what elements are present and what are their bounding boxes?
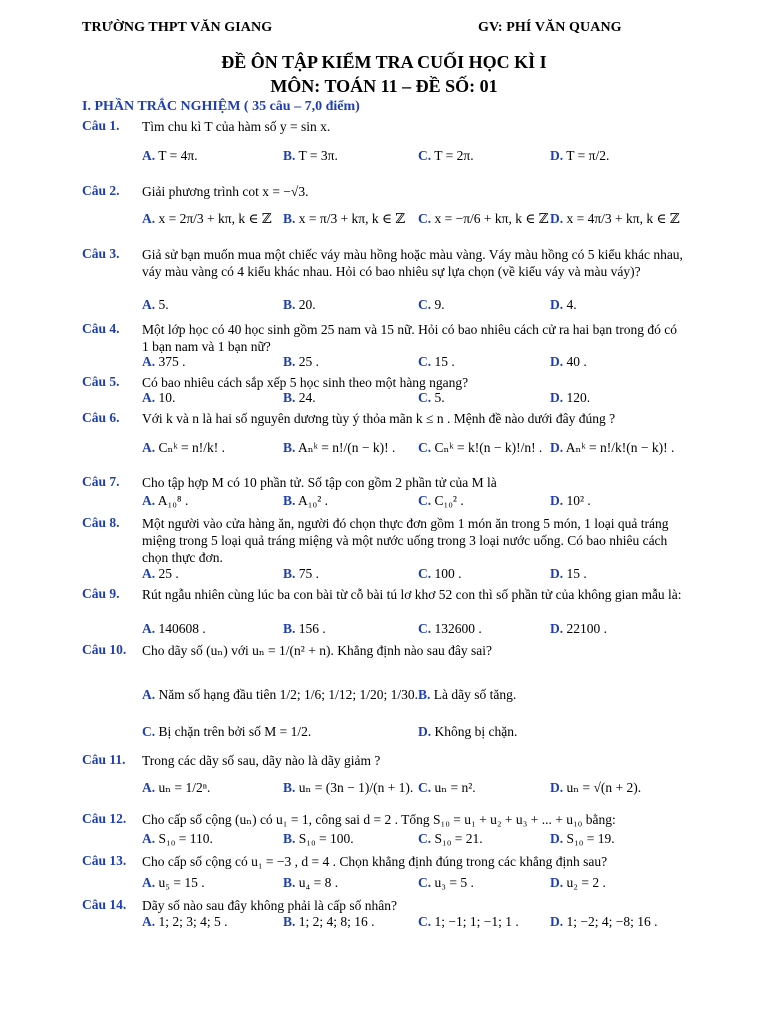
option-letter: B.	[283, 390, 296, 405]
question-label: Câu 4.	[82, 321, 120, 336]
option-letter: B.	[283, 914, 296, 929]
option-text: 20.	[298, 297, 316, 312]
option-text: x = 4π/3 + kπ, k ∈ ℤ	[566, 211, 680, 226]
question-text: Cho cấp số cộng có u₁ = −3 , d = 4 . Chọn khẳng định đúng trong các khẳng định sau?	[142, 854, 608, 869]
option-letter: B.	[283, 621, 296, 636]
option-c[interactable]	[418, 875, 474, 891]
question-label: Câu 2.	[82, 183, 120, 198]
option-b[interactable]	[283, 831, 354, 847]
option-letter: B.	[283, 831, 296, 846]
option-text: S₁₀ = 110.	[158, 831, 213, 846]
option-letter: B.	[283, 780, 296, 795]
option-letter: C.	[418, 621, 432, 636]
option-d[interactable]	[550, 297, 577, 313]
option-text: 25 .	[158, 566, 179, 581]
option-text: u₄ = 8 .	[298, 875, 339, 890]
option-text: x = 2π/3 + kπ, k ∈ ℤ	[158, 211, 272, 226]
option-b[interactable]	[283, 148, 338, 164]
question-text: Với k và n là hai số nguyên dương tùy ý thỏa mãn k ≤ n . Mệnh đề nào dưới đây đúng ?	[142, 411, 616, 426]
option-text: 156 .	[298, 621, 326, 636]
question-text: Giải phương trình cot x = −√3.	[142, 184, 309, 199]
exam-subtitle: MÔN: TOÁN 11 – ĐỀ SỐ: 01	[270, 76, 498, 96]
option-text: Năm số hạng đầu tiên 1/2; 1/6; 1/12; 1/20; 1/30.	[158, 687, 418, 702]
option-d[interactable]	[550, 621, 607, 637]
option-text: S₁₀ = 21.	[434, 831, 483, 846]
option-d[interactable]	[550, 148, 609, 164]
option-letter: D.	[550, 297, 564, 312]
question-label: Câu 9.	[82, 586, 120, 601]
option-letter: C.	[418, 297, 432, 312]
option-text: T = 4π.	[158, 148, 198, 163]
option-d[interactable]	[550, 914, 657, 930]
option-text: Cₙᵏ = n!/k! .	[158, 440, 225, 455]
option-letter: C.	[418, 831, 432, 846]
option-letter: D.	[550, 440, 564, 455]
option-text: S₁₀ = 19.	[566, 831, 615, 846]
option-letter: A.	[142, 780, 156, 795]
option-text: 15 .	[434, 354, 455, 369]
question-label: Câu 5.	[82, 374, 120, 389]
option-text: Bị chặn trên bởi số M = 1/2.	[158, 724, 312, 739]
option-text: 1; −2; 4; −8; 16 .	[566, 914, 658, 929]
question-label: Câu 10.	[82, 642, 127, 657]
option-a[interactable]	[142, 780, 210, 796]
option-text: uₙ = 1/2ⁿ.	[158, 780, 211, 795]
option-letter: A.	[142, 621, 156, 636]
option-c[interactable]	[418, 297, 445, 313]
option-letter: B.	[283, 297, 296, 312]
option-a[interactable]	[142, 390, 175, 406]
option-text: 75 .	[298, 566, 320, 581]
option-text: C₁₀² .	[434, 493, 464, 508]
option-letter: C.	[418, 354, 432, 369]
option-c[interactable]	[418, 390, 445, 406]
exam-title: ĐỀ ÔN TẬP KIỂM TRA CUỐI HỌC KÌ I	[221, 52, 547, 72]
question-text: Trong các dãy số sau, dãy nào là dãy giảm ?	[142, 753, 381, 768]
question-label: Câu 7.	[82, 474, 120, 489]
option-text: 9.	[434, 297, 445, 312]
question-label: Câu 1.	[82, 118, 120, 133]
option-b[interactable]	[418, 687, 516, 703]
question-text: Có bao nhiêu cách sắp xếp 5 học sinh theo một hàng ngang?	[142, 375, 469, 390]
option-a[interactable]	[142, 211, 272, 227]
option-letter: D.	[550, 354, 564, 369]
option-text: 140608 .	[158, 621, 206, 636]
option-text: x = π/3 + kπ, k ∈ ℤ	[298, 211, 406, 226]
option-letter: C.	[418, 493, 432, 508]
option-letter: D.	[550, 566, 564, 581]
option-text: 375 .	[158, 354, 186, 369]
option-text: 120.	[566, 390, 591, 405]
option-b[interactable]	[283, 440, 395, 456]
option-d[interactable]	[550, 390, 590, 406]
option-text: Là dãy số tăng.	[433, 687, 517, 702]
question-label: Câu 8.	[82, 515, 120, 530]
option-d[interactable]	[550, 354, 587, 370]
option-letter: C.	[418, 390, 432, 405]
option-letter: C.	[418, 780, 432, 795]
option-letter: C.	[142, 724, 156, 739]
teacher-name: GV: PHÍ VĂN QUANG	[478, 20, 622, 35]
option-c[interactable]	[418, 621, 482, 637]
option-letter: B.	[283, 493, 296, 508]
question-label: Câu 11.	[82, 752, 126, 767]
option-b[interactable]	[283, 621, 326, 637]
option-text: A₁₀⁸ .	[157, 493, 189, 508]
option-c[interactable]	[418, 440, 542, 456]
option-d[interactable]	[550, 440, 674, 456]
option-letter: B.	[283, 211, 296, 226]
option-letter: B.	[283, 875, 296, 890]
question-text: Giả sử bạn muốn mua một chiếc váy màu hồng hoặc màu vàng. Váy màu hồng có 5 kiểu khác nhau, váy màu vàng có 4 kiểu khác nhau. Hỏi có bao nhiêu sự lựa chọn (về kiểu váy và màu váy)?	[142, 247, 683, 279]
option-letter: D.	[550, 621, 564, 636]
option-text: 5.	[434, 390, 445, 405]
option-letter: B.	[283, 354, 296, 369]
option-letter: A.	[142, 875, 156, 890]
option-letter: A.	[142, 354, 156, 369]
option-a[interactable]	[142, 440, 225, 456]
option-c[interactable]	[142, 724, 311, 740]
option-a[interactable]	[142, 621, 206, 637]
option-letter: D.	[418, 724, 432, 739]
option-text: 25 .	[298, 354, 320, 369]
option-letter: C.	[418, 914, 432, 929]
section-heading: I. PHẦN TRẮC NGHIỆM ( 35 câu – 7,0 điểm)	[82, 99, 360, 114]
option-b[interactable]	[283, 390, 316, 406]
option-letter: A.	[142, 687, 156, 702]
option-text: uₙ = n².	[434, 780, 476, 795]
option-text: 40 .	[566, 354, 587, 369]
question-text: Một lớp học có 40 học sinh gồm 25 nam và 15 nữ. Hỏi có bao nhiêu cách cử ra hai bạn trong đó có 1 bạn nam và 1 bạn nữ?	[142, 322, 678, 354]
question-label: Câu 3.	[82, 246, 120, 261]
option-letter: A.	[142, 566, 156, 581]
option-text: T = 3π.	[298, 148, 338, 163]
option-text: 1; −1; 1; −1; 1 .	[434, 914, 519, 929]
question-label: Câu 12.	[82, 811, 127, 826]
option-a[interactable]	[142, 493, 188, 509]
option-text: Aₙᵏ = n!/(n − k)! .	[298, 440, 396, 455]
option-letter: C.	[418, 875, 432, 890]
option-c[interactable]	[418, 780, 476, 796]
option-letter: B.	[283, 148, 296, 163]
option-b[interactable]	[283, 566, 319, 582]
question-label: Câu 13.	[82, 853, 127, 868]
option-c[interactable]	[418, 354, 455, 370]
option-letter: B.	[283, 566, 296, 581]
question-text: Dãy số nào sau đây không phải là cấp số nhân?	[142, 898, 397, 913]
option-d[interactable]	[550, 211, 680, 227]
option-text: T = 2π.	[434, 148, 474, 163]
option-text: 100 .	[434, 566, 462, 581]
question-text: Cho tập hợp M có 10 phần tử. Số tập con gồm 2 phần tử của M là	[142, 475, 497, 490]
option-a[interactable]	[142, 148, 198, 164]
option-d[interactable]	[550, 566, 587, 582]
option-a[interactable]	[142, 354, 186, 370]
option-text: T = π/2.	[566, 148, 610, 163]
option-d[interactable]	[550, 780, 641, 796]
question-text: Cho cấp số cộng (uₙ) có u₁ = 1, công sai d = 2 . Tổng S₁₀ = u₁ + u₂ + u₃ + ... + u₁₀ bằng:	[142, 812, 616, 827]
option-letter: A.	[142, 211, 156, 226]
option-text: 10² .	[566, 493, 591, 508]
option-letter: C.	[418, 211, 432, 226]
option-letter: A.	[142, 440, 156, 455]
option-letter: C.	[418, 148, 432, 163]
question-text: Một người vào cửa hàng ăn, người đó chọn thực đơn gồm 1 món ăn trong 5 món, 1 loại quả tráng miệng trong 5 loại quả tráng miệng và một nước uống trong 3 loại nước uống. Có bao nhiêu cách chọn thực đơn.	[142, 516, 669, 565]
option-text: uₙ = (3n − 1)/(n + 1).	[298, 780, 414, 795]
option-text: 15 .	[566, 566, 587, 581]
option-b[interactable]	[283, 297, 316, 313]
option-letter: D.	[550, 390, 564, 405]
option-a[interactable]	[142, 914, 228, 930]
option-text: u₃ = 5 .	[434, 875, 474, 890]
option-letter: D.	[550, 875, 564, 890]
option-text: 5.	[158, 297, 169, 312]
option-letter: B.	[283, 440, 296, 455]
option-b[interactable]	[283, 493, 328, 509]
option-text: 4.	[566, 297, 577, 312]
option-c[interactable]	[418, 148, 474, 164]
question-text: Cho dãy số (uₙ) với uₙ = 1/(n² + n). Khẳng định nào sau đây sai?	[142, 643, 493, 658]
option-a[interactable]	[142, 875, 205, 891]
option-letter: A.	[142, 914, 156, 929]
option-d[interactable]	[550, 493, 591, 509]
option-b[interactable]	[283, 780, 413, 796]
option-letter: A.	[142, 390, 156, 405]
option-letter: D.	[550, 914, 564, 929]
option-letter: D.	[550, 831, 564, 846]
option-letter: D.	[550, 148, 564, 163]
question-text: Rút ngẫu nhiên cùng lúc ba con bài từ cỗ bài tú lơ khơ 52 con thì số phần tử của không gian mẫu là:	[142, 587, 682, 602]
option-letter: A.	[142, 148, 156, 163]
option-text: Cₙᵏ = k!(n − k)!/n! .	[434, 440, 543, 455]
option-text: x = −π/6 + kπ, k ∈ ℤ	[434, 211, 549, 226]
option-letter: C.	[418, 566, 432, 581]
option-text: 132600 .	[434, 621, 482, 636]
option-letter: D.	[550, 493, 564, 508]
option-d[interactable]	[550, 875, 606, 891]
option-letter: C.	[418, 440, 432, 455]
option-letter: D.	[550, 780, 564, 795]
option-text: 1; 2; 3; 4; 5 .	[158, 914, 228, 929]
option-letter: A.	[142, 493, 156, 508]
question-label: Câu 14.	[82, 897, 127, 912]
option-text: uₙ = √(n + 2).	[566, 780, 642, 795]
option-c[interactable]	[418, 566, 462, 582]
option-a[interactable]	[142, 566, 179, 582]
option-d[interactable]	[418, 724, 517, 740]
school-name: TRƯỜNG THPT VĂN GIANG	[82, 20, 273, 35]
option-text: Không bị chặn.	[434, 724, 518, 739]
option-letter: D.	[550, 211, 564, 226]
option-letter: A.	[142, 831, 156, 846]
option-d[interactable]	[550, 831, 615, 847]
option-b[interactable]	[283, 354, 319, 370]
option-text: S₁₀ = 100.	[298, 831, 354, 846]
option-text: 10.	[158, 390, 176, 405]
option-a[interactable]	[142, 831, 213, 847]
option-c[interactable]	[418, 914, 519, 930]
option-c[interactable]	[418, 493, 464, 509]
option-text: 24.	[298, 390, 316, 405]
option-text: u₂ = 2 .	[566, 875, 606, 890]
question-label: Câu 6.	[82, 410, 120, 425]
option-b[interactable]	[283, 875, 338, 891]
question-text: Tìm chu kì T của hàm số y = sin x.	[142, 119, 331, 134]
option-b[interactable]	[283, 211, 405, 227]
option-text: 1; 2; 4; 8; 16 .	[298, 914, 375, 929]
option-b[interactable]	[283, 914, 375, 930]
option-a[interactable]	[142, 687, 418, 703]
option-c[interactable]	[418, 831, 483, 847]
option-c[interactable]	[418, 211, 549, 227]
option-letter: B.	[418, 687, 431, 702]
option-text: u₅ = 15 .	[158, 875, 205, 890]
option-text: 22100 .	[566, 621, 607, 636]
option-text: Aₙᵏ = n!/k!(n − k)! .	[565, 440, 675, 455]
option-text: A₁₀² .	[298, 493, 328, 508]
option-letter: A.	[142, 297, 156, 312]
option-a[interactable]	[142, 297, 169, 313]
